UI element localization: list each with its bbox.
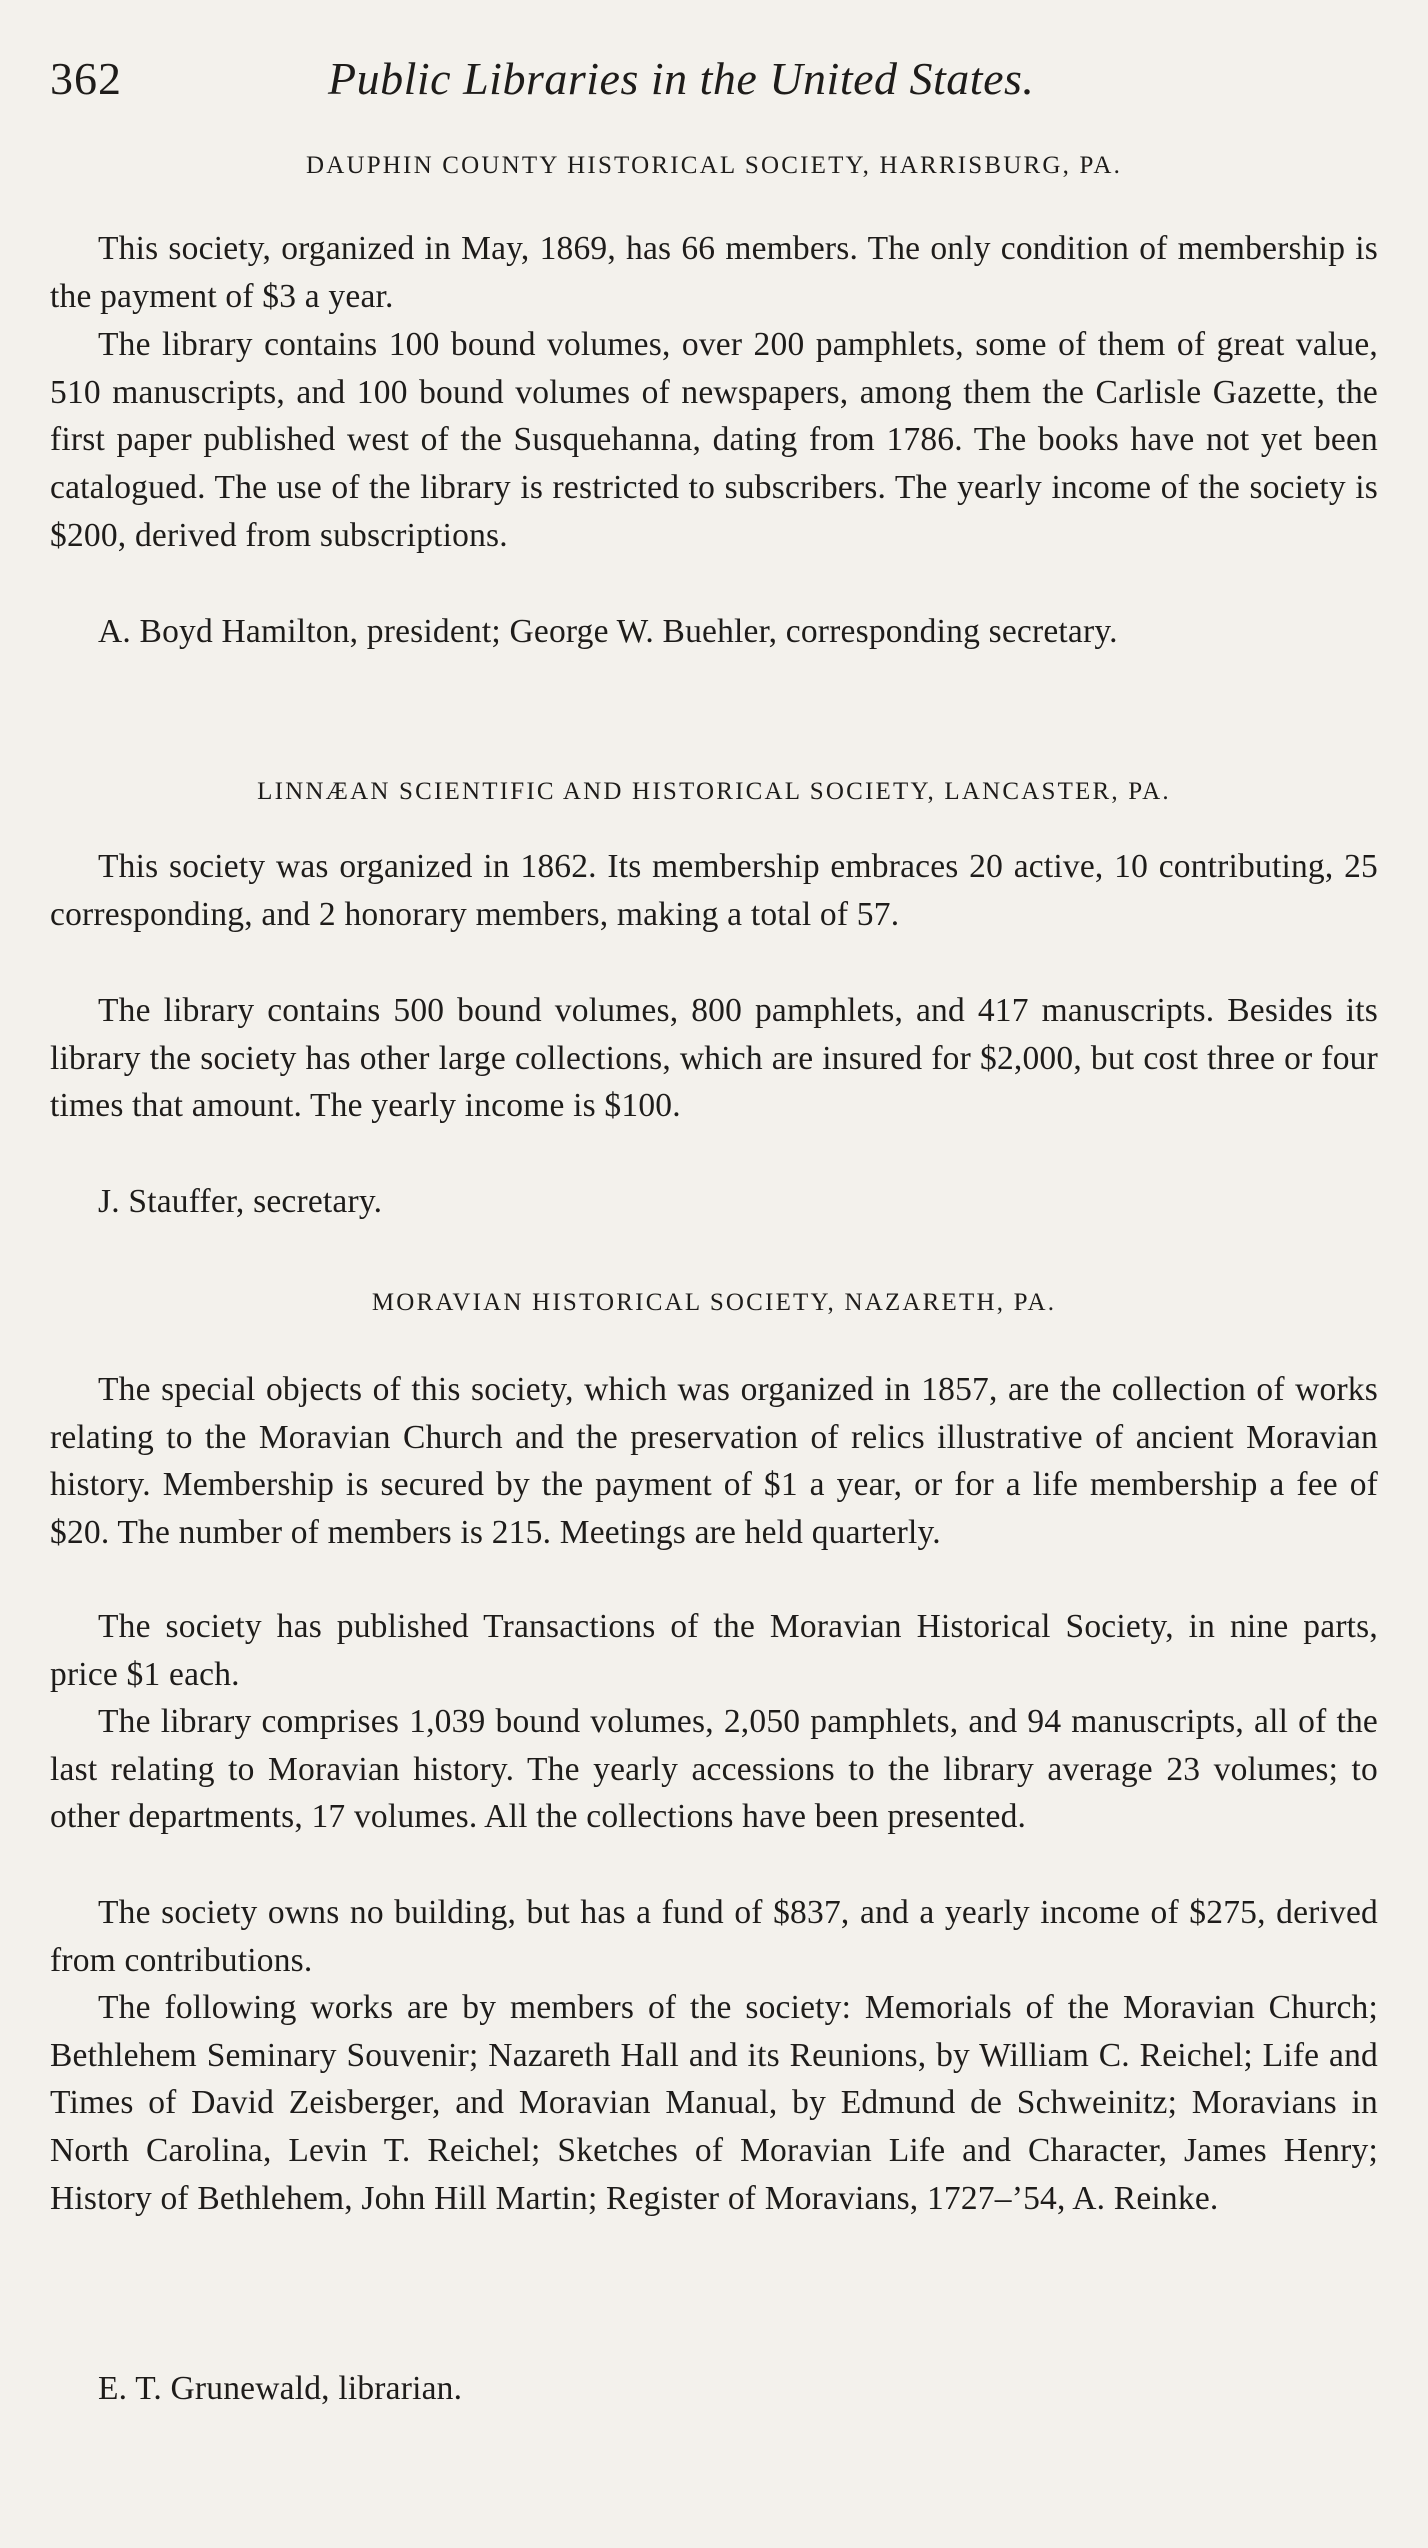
paragraph-dauphin-officers: A. Boyd Hamilton, president; George W. Buehler, corresponding secretary. <box>98 613 1118 650</box>
section-heading-moravian: MORAVIAN HISTORICAL SOCIETY, NAZARETH, PA. <box>371 1289 1057 1316</box>
paragraph-moravian-transactions: The society has published Transactions of the Moravian Historical Society, in nine parts, price $1 each. <box>50 1608 1378 1693</box>
page-number: 362 <box>50 53 122 104</box>
section-heading-linnaean: LINNÆAN SCIENTIFIC AND HISTORICAL SOCIETY, LANCASTER, PA. <box>257 778 1171 805</box>
paragraph-dauphin-library: The library contains 100 bound volumes, over 200 pamphlets, some of them of great value, 510 manuscripts, and 100 bound volumes of newspapers, among them the Carlisle Gazette, the first paper published west of the Susquehanna, dating from 1786. The books have not yet been catalogued. The use of the library is restricted to subscribers. The yearly income of the society is $200, derived from subscriptions. <box>50 326 1378 554</box>
paragraph-moravian-library: The library comprises 1,039 bound volumes, 2,050 pamphlets, and 94 manuscripts, all of the last relating to Moravian history. The yearly accessions to the library average 23 volumes; to other departments, 17 volumes. All the collections have been presented. <box>50 1703 1378 1836</box>
page-header <box>50 52 1378 122</box>
paragraph-dauphin-membership: This society, organized in May, 1869, has 66 members. The only condition of membership is the payment of $3 a year. <box>50 230 1378 315</box>
section-heading-dauphin: DAUPHIN COUNTY HISTORICAL SOCIETY, HARRISBURG, PA. <box>305 152 1123 179</box>
paragraph-linnaean-officers: J. Stauffer, secretary. <box>98 1183 383 1220</box>
paragraph-moravian-objects: The special objects of this society, which was organized in 1857, are the collection of works relating to the Moravian Church and the preservation of relics illustrative of ancient Moravian history. Membership is secured by the payment of $1 a year, or for a life membership a fee of $20. The number of members is 215. Meetings are held quarterly. <box>50 1371 1378 1552</box>
paragraph-moravian-librarian: E. T. Grunewald, librarian. <box>98 2370 463 2407</box>
paragraph-moravian-works: The following works are by members of the society: Memorials of the Moravian Church; Bethlehem Seminary Souvenir; Nazareth Hall and its Reunions, by William C. Reichel; Life and Times of David Zeisberger, and Moravian Manual, by Edmund de Schweinitz; Moravians in North Carolina, Levin T. Reichel; Sketches of Moravian Life and Character, James Henry; History of Bethlehem, John Hill Martin; Register of Moravians, 1727–’54, A. Reinke. <box>50 1989 1378 2217</box>
paragraph-linnaean-library: The library contains 500 bound volumes, 800 pamphlets, and 417 manuscripts. Besides its library the society has other large collections, which are insured for $2,000, but cost three or four times that amount. The yearly income is $100. <box>50 992 1378 1125</box>
running-title: Public Libraries in the United States. <box>328 53 1035 104</box>
paragraph-linnaean-membership: This society was organized in 1862. Its membership embraces 20 active, 10 contributing, 25 corresponding, and 2 honorary members, making a total of 57. <box>50 848 1378 933</box>
paragraph-moravian-finances: The society owns no building, but has a fund of $837, and a yearly income of $275, derived from contributions. <box>50 1894 1378 1979</box>
